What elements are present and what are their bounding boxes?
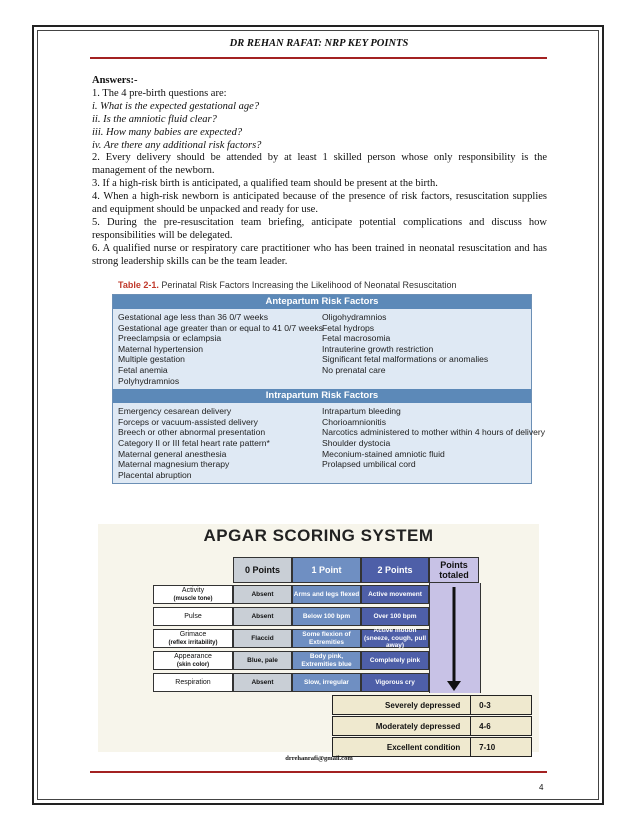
apgar-criterion: Activity (181, 586, 205, 594)
apgar-cell: Completely pink (361, 651, 429, 670)
answer-line: iv. Are there any additional risk factors? (92, 139, 262, 151)
intrapartum-header: Intrapartum Risk Factors (113, 389, 531, 403)
header-rule (90, 57, 547, 59)
risk-factor-item: Narcotics administered to mother within 4 hours of delivery (322, 427, 546, 438)
apgar-criterion: Appearance (174, 652, 212, 660)
apgar-cell: Body pink, Extremities blue (292, 651, 361, 670)
risk-factor-item: Multiple gestation (118, 354, 185, 365)
risk-factor-item: Polyhydramnios (118, 375, 180, 386)
apgar-cell: Over 100 bpm (361, 607, 429, 626)
risk-factor-item: Meconium-stained amniotic fluid (322, 448, 445, 459)
risk-factor-item: Fetal macrosomia (322, 333, 391, 344)
answers-heading: Answers:- (92, 75, 138, 86)
apgar-severity-row (332, 695, 532, 715)
apgar-criterion-sub: (reflex irritability) (168, 639, 218, 646)
footer-rule (90, 771, 547, 773)
footer-email: drrehanrafi@gmail.com (285, 755, 353, 762)
answer-line: 2. Every delivery should be attended by at least 1 skilled person whose only responsibility is the management of the newborn. (92, 152, 547, 177)
apgar-cell: Absent (233, 673, 292, 692)
answer-line: iii. How many babies are expected? (92, 126, 243, 138)
intrapartum-left-column (118, 406, 322, 480)
apgar-column-header: 2 Points (361, 557, 429, 583)
table-caption-text: Perinatal Risk Factors Increasing the Likelihood of Neonatal Resuscitation (161, 280, 457, 290)
risk-table-body (112, 294, 546, 484)
answer-line: 4. When a high-risk newborn is anticipated because of the presence of risk factors, resuscitation supplies and equipment should be unpacked and ready for use. (92, 191, 547, 216)
table-caption (118, 280, 532, 294)
apgar-criterion-sub: (muscle tone) (173, 595, 213, 602)
risk-factor-item: Prolapsed umbilical cord (322, 459, 416, 470)
risk-factor-item: Breech or other abnormal presentation (118, 427, 266, 438)
apgar-criterion: Pulse (184, 612, 202, 620)
apgar-criterion-sub: (skin color) (176, 661, 210, 668)
apgar-figure (98, 524, 539, 752)
risk-factor-item: No prenatal care (322, 364, 386, 375)
answer-line: ii. Is the amniotic fluid clear? (92, 113, 217, 125)
apgar-criterion: Grimace (179, 630, 207, 638)
page-header-title: DR REHAN RAFAT: NRP KEY POINTS (229, 38, 409, 49)
antepartum-header: Antepartum Risk Factors (113, 295, 531, 309)
apgar-severity-row (332, 737, 532, 757)
antepartum-left-column (118, 312, 322, 386)
answer-lines (92, 88, 547, 269)
risk-factor-item: Chorioamnionitis (322, 416, 387, 427)
apgar-row-label (153, 629, 233, 648)
apgar-row-label (153, 651, 233, 670)
risk-factor-item: Placental abruption (118, 469, 192, 480)
apgar-cell: Active movement (361, 585, 429, 604)
risk-factor-item: Emergency cesarean delivery (118, 406, 232, 417)
risk-factor-item: Significant fetal malformations or anomalies (322, 354, 489, 365)
apgar-cell: Absent (233, 585, 292, 604)
apgar-column-header: 0 Points (233, 557, 292, 583)
risk-factor-item: Intrauterine growth restriction (322, 343, 434, 354)
apgar-cell: Flaccid (233, 629, 292, 648)
risk-factor-item: Category II or III fetal heart rate pattern* (118, 437, 270, 448)
apgar-column-header: Points totaled (429, 557, 479, 583)
apgar-row-label (153, 673, 233, 692)
apgar-column-header: 1 Point (292, 557, 361, 583)
severity-range: 0-3 (479, 700, 491, 710)
apgar-cell: Below 100 bpm (292, 607, 361, 626)
apgar-row-label (153, 585, 233, 604)
risk-factor-item: Fetal anemia (118, 364, 168, 375)
answer-line: 1. The 4 pre-birth questions are: (92, 87, 227, 99)
apgar-row-label (153, 607, 233, 626)
apgar-cell: Some flexion of Extremities (292, 629, 361, 648)
apgar-cell: Arms and legs flexed (292, 585, 361, 604)
risk-factor-item: Maternal magnesium therapy (118, 459, 230, 470)
answer-line: 6. A qualified nurse or respiratory care practitioner who has been trained in neonatal resuscitation and has strong leadership skills can be the team leader. (92, 242, 547, 267)
answer-line: 3. If a high-risk birth is anticipated, a qualified team should be present at the birth. (92, 178, 438, 190)
apgar-cell: Absent (233, 607, 292, 626)
risk-factor-item: Forceps or vacuum-assisted delivery (118, 416, 258, 427)
risk-factor-item: Gestational age less than 36 0/7 weeks (118, 312, 269, 322)
risk-factor-item: Oligohydramnios (322, 312, 387, 322)
apgar-title: APGAR SCORING SYSTEM (203, 526, 434, 545)
apgar-severity-row (332, 716, 532, 736)
answers-section (92, 75, 547, 269)
apgar-cell: Vigorous cry (361, 673, 429, 692)
answer-line: 5. During the pre-resuscitation team briefing, anticipate potential complications and discuss how responsibilities will be delegated. (92, 216, 547, 241)
risk-factor-item: Shoulder dystocia (322, 437, 391, 448)
severity-label: Moderately depressed (375, 721, 461, 731)
severity-label: Excellent condition (386, 742, 461, 752)
intrapartum-right-column (322, 406, 546, 480)
severity-label: Severely depressed (385, 700, 461, 710)
down-arrow-icon (442, 587, 466, 692)
apgar-cell: Blue, pale (233, 651, 292, 670)
antepartum-right-column (322, 312, 526, 386)
risk-factor-item: Preeclampsia or eclampsia (118, 333, 222, 344)
table-label: Table 2-1. (118, 280, 159, 290)
answer-line: i. What is the expected gestational age? (92, 100, 260, 112)
severity-range: 4-6 (479, 721, 491, 731)
risk-factor-item: Maternal hypertension (118, 343, 204, 354)
risk-factor-item: Maternal general anesthesia (118, 448, 227, 459)
risk-factor-item: Fetal hydrops (322, 322, 375, 333)
apgar-cell: Active motion (sneeze, cough, pull away) (361, 629, 429, 648)
severity-range: 7-10 (479, 742, 496, 752)
page-number: 4 (539, 783, 544, 792)
risk-factor-item: Intrapartum bleeding (322, 406, 401, 417)
apgar-criterion: Respiration (175, 678, 211, 686)
risk-factor-item: Gestational age greater than or equal to 41 0/7 weeks (118, 322, 323, 333)
risk-factors-table (112, 280, 546, 484)
apgar-cell: Slow, irregular (292, 673, 361, 692)
